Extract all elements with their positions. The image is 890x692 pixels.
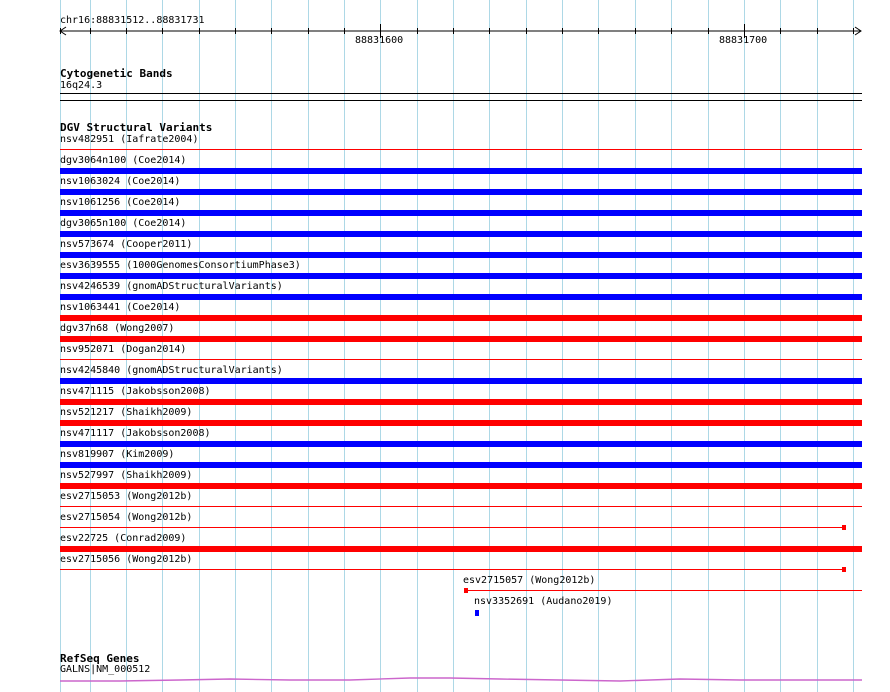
variant-bar[interactable] xyxy=(60,294,862,300)
variant-label: dgv3065n100 (Coe2014) xyxy=(60,218,187,229)
variant-bar[interactable] xyxy=(60,546,862,552)
variant-bar[interactable] xyxy=(60,210,862,216)
variant-label: esv2715053 (Wong2012b) xyxy=(60,491,193,502)
variant-label: nsv819907 (Kim2009) xyxy=(60,449,175,460)
track-title: Cytogenetic Bands xyxy=(60,67,173,80)
variant-label: nsv1063441 (Coe2014) xyxy=(60,302,181,313)
variant-label: esv22725 (Conrad2009) xyxy=(60,533,187,544)
variant-label: nsv952071 (Dogan2014) xyxy=(60,344,187,355)
variant-bar[interactable] xyxy=(60,359,862,360)
cytoband-bar-top[interactable] xyxy=(60,93,862,94)
cytoband-bar-bottom[interactable] xyxy=(60,100,862,101)
variant-bar[interactable] xyxy=(60,462,862,468)
variant-label: dgv3064n100 (Coe2014) xyxy=(60,155,187,166)
variant-label: nsv4245840 (gnomADStructuralVariants) xyxy=(60,365,283,376)
variant-bar[interactable] xyxy=(60,506,862,507)
gene-line xyxy=(60,678,862,681)
variant-bar[interactable] xyxy=(60,441,862,447)
variant-bar[interactable] xyxy=(842,525,846,530)
variant-bar[interactable] xyxy=(60,483,862,489)
variant-bar[interactable] xyxy=(60,527,844,528)
variant-bar[interactable] xyxy=(60,149,862,150)
variant-bar[interactable] xyxy=(60,399,862,405)
variant-bar[interactable] xyxy=(475,610,479,616)
variant-label: esv2715056 (Wong2012b) xyxy=(60,554,193,565)
variant-label: nsv521217 (Shaikh2009) xyxy=(60,407,193,418)
variant-label: nsv527997 (Shaikh2009) xyxy=(60,470,193,481)
track-title: DGV Structural Variants xyxy=(60,121,213,134)
variant-bar[interactable] xyxy=(60,189,862,195)
variant-label: nsv482951 (Iafrate2004) xyxy=(60,134,199,145)
variant-bar[interactable] xyxy=(60,315,862,321)
variant-bar[interactable] xyxy=(60,231,862,237)
variant-label: dgv37n68 (Wong2007) xyxy=(60,323,175,334)
gene-label: GALNS|NM_000512 xyxy=(60,664,151,675)
variant-bar[interactable] xyxy=(60,569,844,570)
variant-bar[interactable] xyxy=(60,420,862,426)
variant-bar[interactable] xyxy=(60,336,862,342)
ruler-tick-label: 88831700 xyxy=(719,35,768,46)
variant-bar[interactable] xyxy=(464,590,862,591)
variant-label: esv3639555 (1000GenomesConsortiumPhase3) xyxy=(60,260,301,271)
variant-bar[interactable] xyxy=(60,168,862,174)
ruler-tick-label: 88831600 xyxy=(355,35,404,46)
gene-feature[interactable] xyxy=(0,674,890,686)
variant-bar[interactable] xyxy=(60,273,862,279)
variant-label: nsv1061256 (Coe2014) xyxy=(60,197,181,208)
variant-label: nsv471117 (Jakobsson2008) xyxy=(60,428,211,439)
variant-label: esv2715057 (Wong2012b) xyxy=(463,575,596,586)
track-title: RefSeq Genes xyxy=(60,652,140,665)
variant-label: nsv471115 (Jakobsson2008) xyxy=(60,386,211,397)
variant-label: nsv573674 (Cooper2011) xyxy=(60,239,193,250)
variant-label: esv2715054 (Wong2012b) xyxy=(60,512,193,523)
variant-bar[interactable] xyxy=(60,252,862,258)
variant-bar[interactable] xyxy=(60,378,862,384)
variant-label: nsv4246539 (gnomADStructuralVariants) xyxy=(60,281,283,292)
variant-bar[interactable] xyxy=(842,567,846,572)
variant-label: nsv1063024 (Coe2014) xyxy=(60,176,181,187)
ruler-location: chr16:88831512..88831731 xyxy=(60,15,205,26)
cytoband-label: 16q24.3 xyxy=(60,80,103,91)
variant-label: nsv3352691 (Audano2019) xyxy=(474,596,613,607)
